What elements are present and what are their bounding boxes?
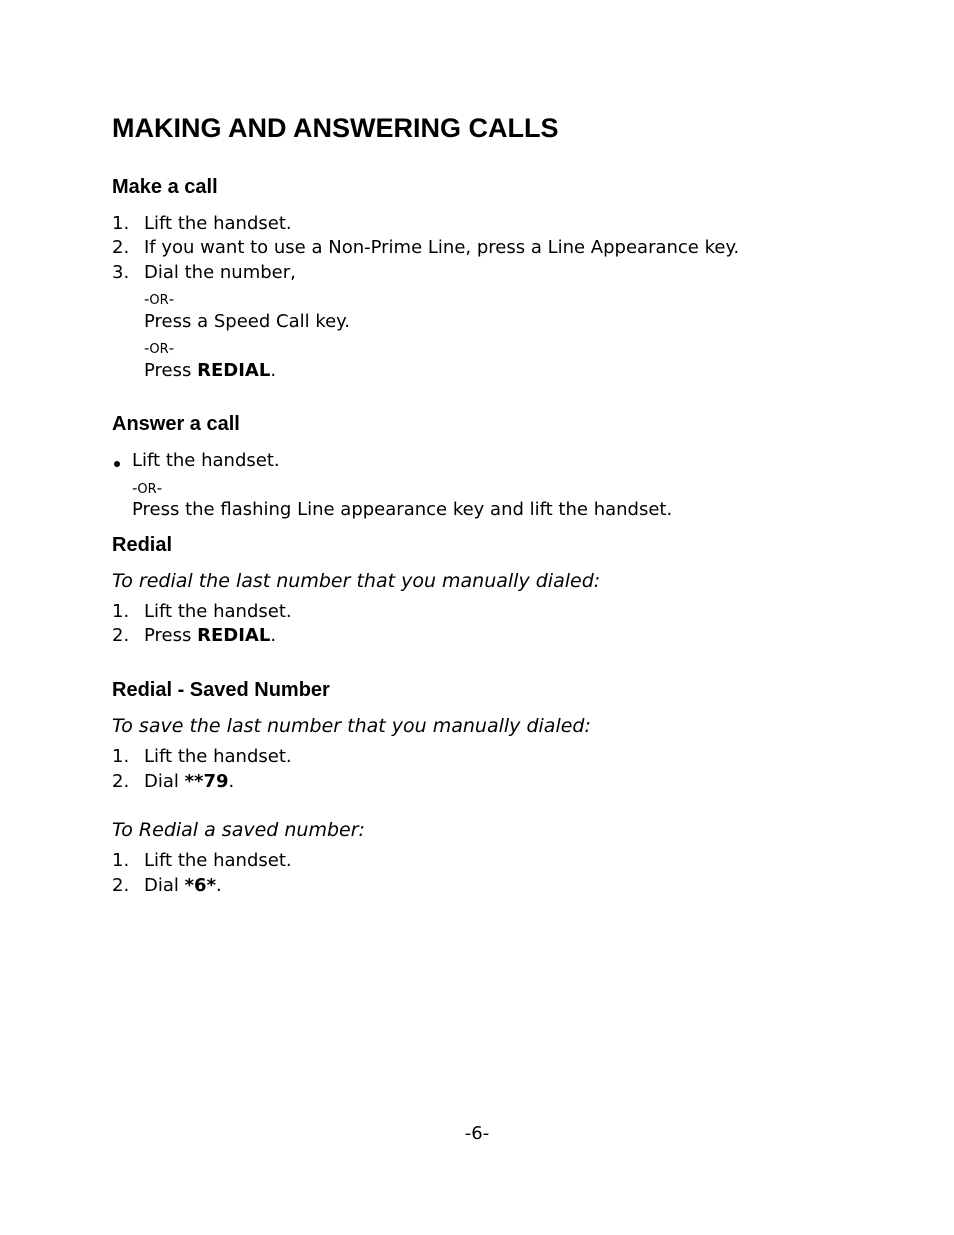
section-heading-redial: Redial	[112, 534, 173, 556]
list-item-text: If you want to use a Non-Prime Line, press a Line Appearance key.	[144, 237, 740, 258]
list-item-text: Dial the number,	[144, 262, 296, 283]
list-number: 3.	[112, 262, 130, 283]
or-separator: -OR-	[144, 290, 175, 308]
instruction-intro: To Redial a saved number:	[112, 819, 365, 841]
or-separator: -OR-	[144, 339, 175, 357]
list-number: 1.	[112, 601, 130, 622]
list-number: 1.	[112, 213, 130, 234]
list-item-text: Dial *6*.	[144, 875, 222, 896]
list-number: 2.	[112, 875, 130, 896]
section-heading-answer-a-call: Answer a call	[112, 413, 240, 435]
bullet-item-text: Lift the handset.	[132, 450, 280, 471]
section-heading-make-a-call: Make a call	[112, 176, 218, 198]
list-number: 2.	[112, 237, 130, 258]
key-name: REDIAL	[197, 625, 271, 646]
page-number: -6-	[464, 1123, 490, 1144]
page-title: MAKING AND ANSWERING CALLS	[112, 113, 559, 143]
list-number: 2.	[112, 625, 130, 646]
alternative-text: Press REDIAL.	[144, 360, 277, 381]
bullet-icon	[114, 461, 120, 467]
instruction-intro: To redial the last number that you manually dialed:	[112, 570, 601, 592]
instruction-intro: To save the last number that you manually dialed:	[112, 715, 591, 737]
list-item-text: Lift the handset.	[144, 213, 292, 234]
list-item-text: Lift the handset.	[144, 601, 292, 622]
feature-code: *6*	[184, 875, 216, 896]
alternative-text: Press a Speed Call key.	[144, 311, 350, 332]
alternative-text: Press the flashing Line appearance key and lift the handset.	[132, 499, 673, 520]
feature-code: **79	[184, 771, 229, 792]
list-item-text: Lift the handset.	[144, 746, 292, 767]
list-item-text: Lift the handset.	[144, 850, 292, 871]
list-number: 2.	[112, 771, 130, 792]
list-item-text: Dial **79.	[144, 771, 235, 792]
key-name: REDIAL	[197, 360, 271, 381]
section-heading-redial-saved-number: Redial - Saved Number	[112, 679, 330, 701]
list-item-text: Press REDIAL.	[144, 625, 277, 646]
or-separator: -OR-	[132, 479, 163, 497]
list-number: 1.	[112, 850, 130, 871]
list-number: 1.	[112, 746, 130, 767]
